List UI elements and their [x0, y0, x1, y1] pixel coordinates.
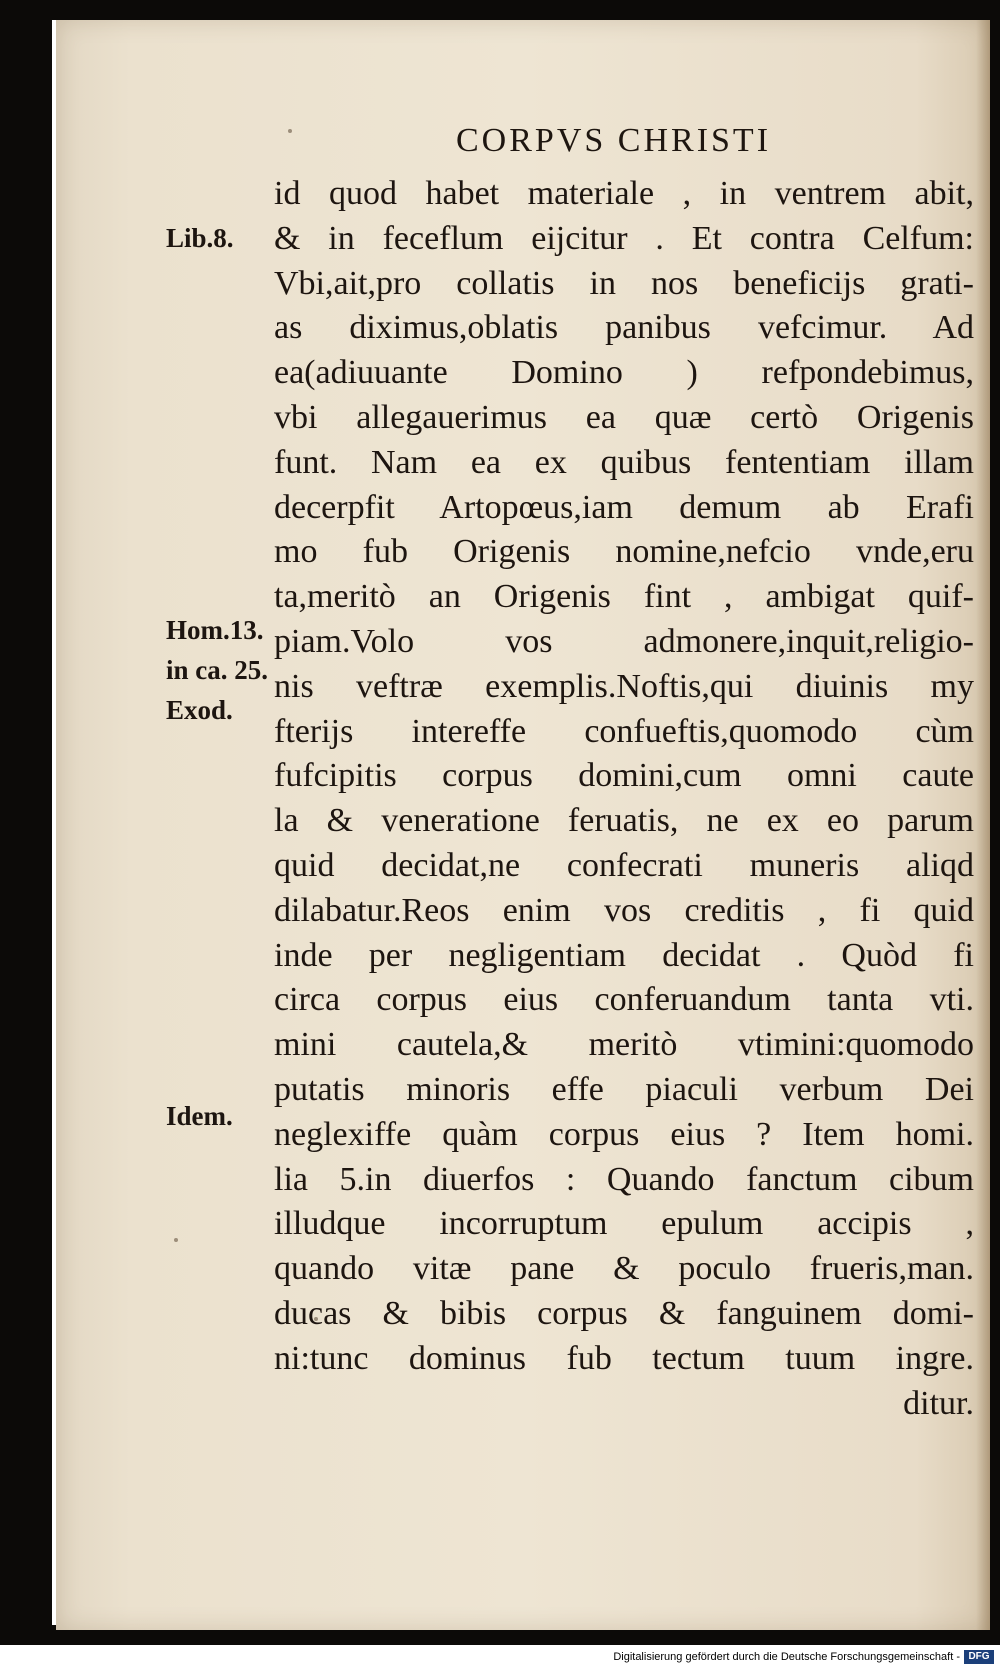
text-line: ea(adiuuante Domino ) refpondebimus, — [274, 354, 974, 392]
margin-note-line: in ca. 25. — [166, 655, 269, 685]
text-line: mini cautela,& meritò vtimini:quomodo — [274, 1026, 974, 1064]
text-line: putatis minoris effe piaculi verbum Dei — [274, 1070, 974, 1108]
text-line: fterijs intereffe confueftis,quomodo cùm — [274, 712, 974, 750]
text-line: neglexiffe quàm corpus eius ? Item homi. — [274, 1115, 974, 1153]
paper-speck — [288, 129, 292, 133]
text-line: ni:tunc dominus fub tectum tuum ingre. — [274, 1339, 974, 1377]
text-line: lia 5.in diuerfos : Quando fanctum cibum — [274, 1160, 974, 1198]
margin-note-line: Exod. — [166, 695, 233, 725]
footer-bar — [0, 1645, 1000, 1673]
margin-note-line: Lib.8. — [166, 223, 234, 253]
body-text — [274, 172, 974, 1426]
text-line: la & veneratione feruatis, ne ex eo parum — [274, 802, 974, 840]
margin-note-lib — [166, 218, 234, 258]
text-line: decerpfit Artopœus,iam demum ab Erafi — [274, 488, 974, 526]
margin-note-idem — [166, 1096, 233, 1136]
margin-note-line: Idem. — [166, 1101, 233, 1131]
footer-credit: Digitalisierung gefördert durch die Deutsche Forschungsgemeinschaft - — [613, 1651, 960, 1663]
text-line: ducas & bibis corpus & fanguinem domi- — [274, 1294, 974, 1332]
text-line: nis veftræ exemplis.Noftis,qui diuinis my — [274, 667, 974, 705]
text-line: inde per negligentiam decidat . Quòd fi — [274, 936, 974, 974]
text-line: funt. Nam ea ex quibus fententiam illam — [274, 443, 974, 481]
running-head: CORPVS CHRISTI — [456, 122, 772, 159]
text-line: fufcipitis corpus domini,cum omni caute — [274, 757, 974, 795]
text-line: Vbi,ait,pro collatis in nos beneficijs grati- — [274, 264, 974, 302]
scan-border-top — [0, 0, 1000, 20]
text-line: & in feceflum eijcitur . Et contra Celfum: — [274, 219, 974, 257]
margin-note-line: Hom.13. — [166, 615, 264, 645]
dfg-logo: DFG — [964, 1650, 994, 1664]
text-line: circa corpus eius conferuandum tanta vti. — [274, 981, 974, 1019]
text-line: quid decidat,ne confecrati muneris aliqd — [274, 846, 974, 884]
scan-border-left — [0, 0, 52, 1645]
text-line: ta,meritò an Origenis fint , ambigat quif- — [274, 578, 974, 616]
paper-speck — [174, 1238, 178, 1242]
text-line: as diximus,oblatis panibus vefcimur. Ad — [274, 309, 974, 347]
scan-border-right — [990, 0, 1000, 1645]
text-line: vbi allegauerimus ea quæ certò Origenis — [274, 398, 974, 436]
text-line-final: ditur. — [903, 1384, 974, 1422]
text-line: quando vitæ pane & poculo frueris,man. — [274, 1250, 974, 1288]
text-line: mo fub Origenis nomine,nefcio vnde,eru — [274, 533, 974, 571]
margin-note-homily — [166, 610, 268, 730]
book-page — [56, 20, 990, 1630]
text-line: id quod habet materiale , in ventrem abit, — [274, 175, 974, 212]
text-line: dilabatur.Reos enim vos creditis , fi quid — [274, 891, 974, 929]
text-line: piam.Volo vos admonere,inquit,religio- — [274, 622, 974, 660]
text-line: illudque incorruptum epulum accipis , — [274, 1205, 974, 1243]
page-edge-shading — [976, 20, 990, 1630]
